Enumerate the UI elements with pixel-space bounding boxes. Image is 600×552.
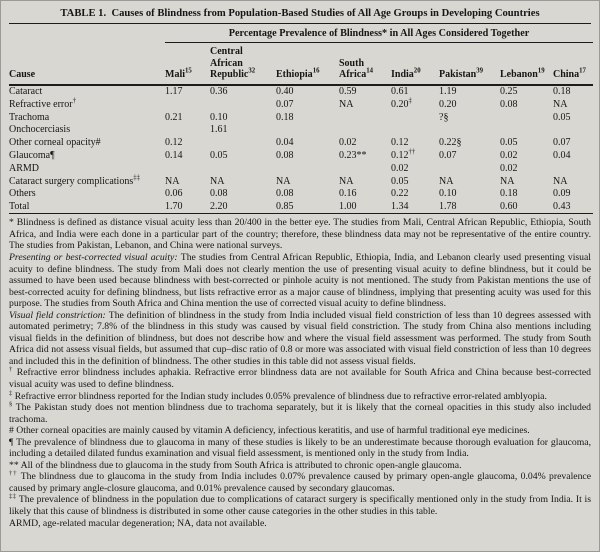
- value-cell: NA: [439, 175, 454, 187]
- value-cell: 0.02: [339, 137, 357, 149]
- value-cell: [339, 111, 391, 124]
- table-row: [9, 188, 593, 201]
- value-cell: 0.09: [553, 188, 571, 200]
- table-row: [9, 85, 593, 99]
- column-header-row: [9, 43, 593, 85]
- table-row: [9, 137, 593, 150]
- value-cell: 0.10: [439, 188, 457, 200]
- column-header-china: China$^{17}$: [553, 43, 593, 85]
- column-header-mali: Mali$^{15}$: [165, 43, 210, 85]
- column-header-lebanon: Lebanon$^{19}$: [500, 43, 553, 85]
- value-cell: 0.05: [553, 111, 571, 123]
- footnote: § The Pakistan study does not mention blindness due to trachoma separately, but it is likely that the corneal opacities in this study also included trachoma.: [9, 400, 591, 425]
- value-cell: NA: [165, 175, 180, 187]
- value-cell: 1.34: [391, 201, 409, 213]
- value-cell: 0.16: [339, 188, 357, 200]
- value-cell: 1.78: [439, 201, 457, 213]
- span-header-row: [9, 24, 593, 43]
- value-cell: 0.10: [210, 111, 228, 123]
- value-cell: 0.18: [276, 111, 294, 123]
- value-cell: 0.08: [210, 188, 228, 200]
- value-cell: [439, 162, 500, 175]
- column-header-pakistan: Pakistan$^{39}$: [439, 43, 500, 85]
- value-cell: 0.22: [391, 188, 409, 200]
- value-cell: [391, 111, 439, 124]
- footnote: ARMD, age-related macular degeneration; NA, data not available.: [9, 517, 267, 529]
- value-cell: 1.17: [165, 86, 183, 98]
- value-cell: 0.18: [553, 86, 571, 98]
- value-cell: 0.05: [210, 150, 228, 161]
- value-cell: [339, 162, 391, 175]
- value-cell: 0.12: [391, 137, 409, 149]
- footnote: † Refractive error blindness includes aphakia. Refractive error blindness data are not available for South Africa and China because best-corrected visual acuity was used to define blindness.: [9, 366, 591, 390]
- cause-cell: Onchocerciasis: [9, 124, 71, 136]
- value-cell: [553, 162, 593, 175]
- footnote: ‡ Refractive error blindness reported for the Indian study includes 0.05% prevalence of blindness due to refractive error-related amblyopia.: [9, 389, 547, 402]
- value-cell: 0.12: [165, 137, 183, 149]
- table-caption: Causes of Blindness from Population-Based Studies of All Age Groups in Developing Countries: [111, 8, 540, 19]
- value-cell: 1.61: [210, 124, 228, 136]
- value-cell: 0.08: [276, 188, 294, 200]
- value-cell: 0.12††: [391, 148, 416, 161]
- footnote: Presenting or best-corrected visual acuity: The studies from Central African Republic, Ethiopia, India, and Lebanon clearly used presenting visual acuity to define blindness. The study from Mali does not clearly mention the use of presenting visual acuity to define blindness, but it could be assumed to have been used because blindness with best-corrected or pinhole acuity is not mentioned. The study from Pakistan mentions the use of best-corrected acuity for defining blindness, but lists refractive error as a major cause of blindness, implying that presenting acuity was used for this purpose. The studies from South Africa and China mention the use of corrected visual acuity to define blindness.: [9, 251, 591, 310]
- value-cell: [500, 111, 553, 124]
- value-cell: NA: [210, 175, 225, 187]
- value-cell: [165, 98, 210, 111]
- value-cell: 0.08: [500, 98, 518, 110]
- value-cell: 1.19: [439, 86, 457, 98]
- footnote: * Blindness is defined as distance visual acuity less than 20/400 in the better eye. The studies from Mali, Central African Republic, Ethiopia, South Africa, and India were each done in a particular part of the country; therefore, these blindness data may not be representative of the entire country. The studies from Pakistan, Lebanon, and China were national surveys.: [9, 217, 592, 252]
- value-cell: NA: [553, 98, 568, 110]
- value-cell: 0.14: [165, 150, 183, 161]
- value-cell: NA: [339, 98, 354, 110]
- footnotes: [9, 217, 591, 529]
- cause-cell: Trachoma: [9, 111, 50, 123]
- value-cell: 0.22§: [439, 137, 462, 149]
- value-cell: 2.20: [210, 201, 228, 213]
- value-cell: 0.04: [553, 150, 571, 161]
- table-title: [9, 6, 591, 23]
- value-cell: [210, 137, 276, 150]
- value-cell: [339, 124, 391, 137]
- value-cell: [276, 124, 339, 137]
- column-header-central-african-republic: Central African Republic$^{32}$: [210, 43, 276, 85]
- value-cell: 0.59: [339, 86, 357, 98]
- footnote: Visual field constriction: The definition of blindness in the study from India included visual field constriction of less than 10 degrees assessed with automated perimetry; 7.8% of the blindness in this study was caused by visual field constriction. The study from China also mentions including visual fields in the definition of blindness, but does not describe how and where the visual field assessment was performed. The study from South Africa did not assess visual fields, but assumed that cup–disc ratio of 0.8 or more was associated with visual field constriction of less than 10 degrees and included this in the definition of blindness. The other studies in this table did not assess visual fields.: [9, 309, 592, 367]
- value-cell: 0.02: [391, 162, 409, 174]
- value-cell: 0.85: [276, 201, 294, 213]
- value-cell: 0.43: [553, 201, 571, 213]
- value-cell: [165, 124, 210, 137]
- value-cell: 0.20‡: [391, 97, 412, 110]
- value-cell: 0.05: [391, 175, 409, 187]
- value-cell: [500, 124, 553, 137]
- column-header-india: India$^{20}$: [391, 43, 439, 85]
- value-cell: 0.25: [500, 86, 518, 98]
- value-cell: 0.06: [165, 188, 183, 200]
- value-cell: 0.18: [500, 188, 518, 200]
- blindness-table: [9, 24, 593, 214]
- table-body: [9, 85, 593, 214]
- footnote: # Other corneal opacities are mainly caused by vitamin A deficiency, infectious keratitis, and use of harmful traditional eye medicines.: [9, 425, 530, 437]
- table-row: [9, 201, 593, 214]
- value-cell: 0.04: [276, 137, 294, 149]
- value-cell: [210, 98, 276, 111]
- cause-cell: Others: [9, 188, 36, 200]
- table-row: [9, 175, 593, 188]
- value-cell: 0.23**: [339, 150, 367, 161]
- table-row: [9, 124, 593, 137]
- cause-cell: Glaucoma¶: [9, 150, 55, 161]
- cause-cell: Refractive error†: [9, 97, 76, 110]
- value-cell: 1.70: [165, 201, 183, 213]
- value-cell: 0.20: [439, 98, 457, 110]
- table-row: [9, 111, 593, 124]
- cause-cell: Cataract surgery complications‡‡: [9, 174, 141, 187]
- value-cell: [210, 162, 276, 175]
- value-cell: 0.02: [500, 162, 518, 174]
- value-cell: 0.07: [439, 150, 457, 161]
- column-header-south-africa: South Africa$^{14}$: [339, 43, 391, 85]
- column-header-ethiopia: Ethiopia$^{16}$: [276, 43, 339, 85]
- span-header-spacer: [9, 24, 165, 43]
- value-cell: 0.05: [500, 137, 518, 149]
- value-cell: 0.36: [210, 86, 228, 98]
- cause-cell: Total: [9, 201, 30, 213]
- value-cell: [439, 124, 500, 137]
- value-cell: [165, 162, 210, 175]
- value-cell: NA: [500, 175, 515, 187]
- value-cell: 0.61: [391, 86, 409, 98]
- value-cell: [391, 124, 439, 137]
- span-header: Percentage Prevalence of Blindness* in All Ages Considered Together: [165, 24, 593, 43]
- value-cell: 0.08: [276, 150, 294, 161]
- table-row: [9, 149, 593, 162]
- column-header-cause: Cause: [9, 43, 165, 85]
- footnote: ‡‡ The prevalence of blindness in the population due to complications of cataract surgery is specifically mentioned only in the study from India. It is likely that this cause of blindness is distributed in some other cause categories in the other studies in this table.: [9, 493, 591, 517]
- value-cell: NA: [339, 175, 354, 187]
- value-cell: 0.07: [276, 98, 294, 110]
- value-cell: ?§: [439, 111, 449, 123]
- value-cell: 1.00: [339, 201, 357, 213]
- value-cell: 0.02: [500, 150, 518, 161]
- value-cell: 0.40: [276, 86, 294, 98]
- table-row: [9, 162, 593, 175]
- value-cell: NA: [276, 175, 291, 187]
- table-number: TABLE 1.: [60, 8, 107, 19]
- table-row: [9, 98, 593, 111]
- cause-cell: Cataract: [9, 86, 43, 98]
- footnote: ¶ The prevalence of blindness due to glaucoma in many of these studies is likely to be an underestimate because thorough evaluation for glaucoma, including a detailed dilated fundus examination and visual field assessment, is mentioned only in the study from India.: [9, 436, 592, 460]
- footnote: †† The blindness due to glaucoma in the study from India includes 0.07% prevalence caused by primary open-angle glaucoma, 0.04% prevalence caused by primary angle-closure glaucoma, and 0.01% prevalence caused by secondary glaucomas.: [9, 470, 592, 494]
- value-cell: 0.07: [553, 137, 571, 149]
- value-cell: 0.60: [500, 201, 518, 213]
- value-cell: [553, 124, 593, 137]
- footnote: ** All of the blindness due to glaucoma in the study from South Africa is attributed to chronic open-angle glaucoma.: [9, 459, 462, 471]
- cause-cell: ARMD: [9, 162, 40, 174]
- cause-cell: Other corneal opacity#: [9, 137, 101, 149]
- value-cell: 0.21: [165, 111, 183, 123]
- value-cell: [276, 162, 339, 175]
- value-cell: NA: [553, 175, 568, 187]
